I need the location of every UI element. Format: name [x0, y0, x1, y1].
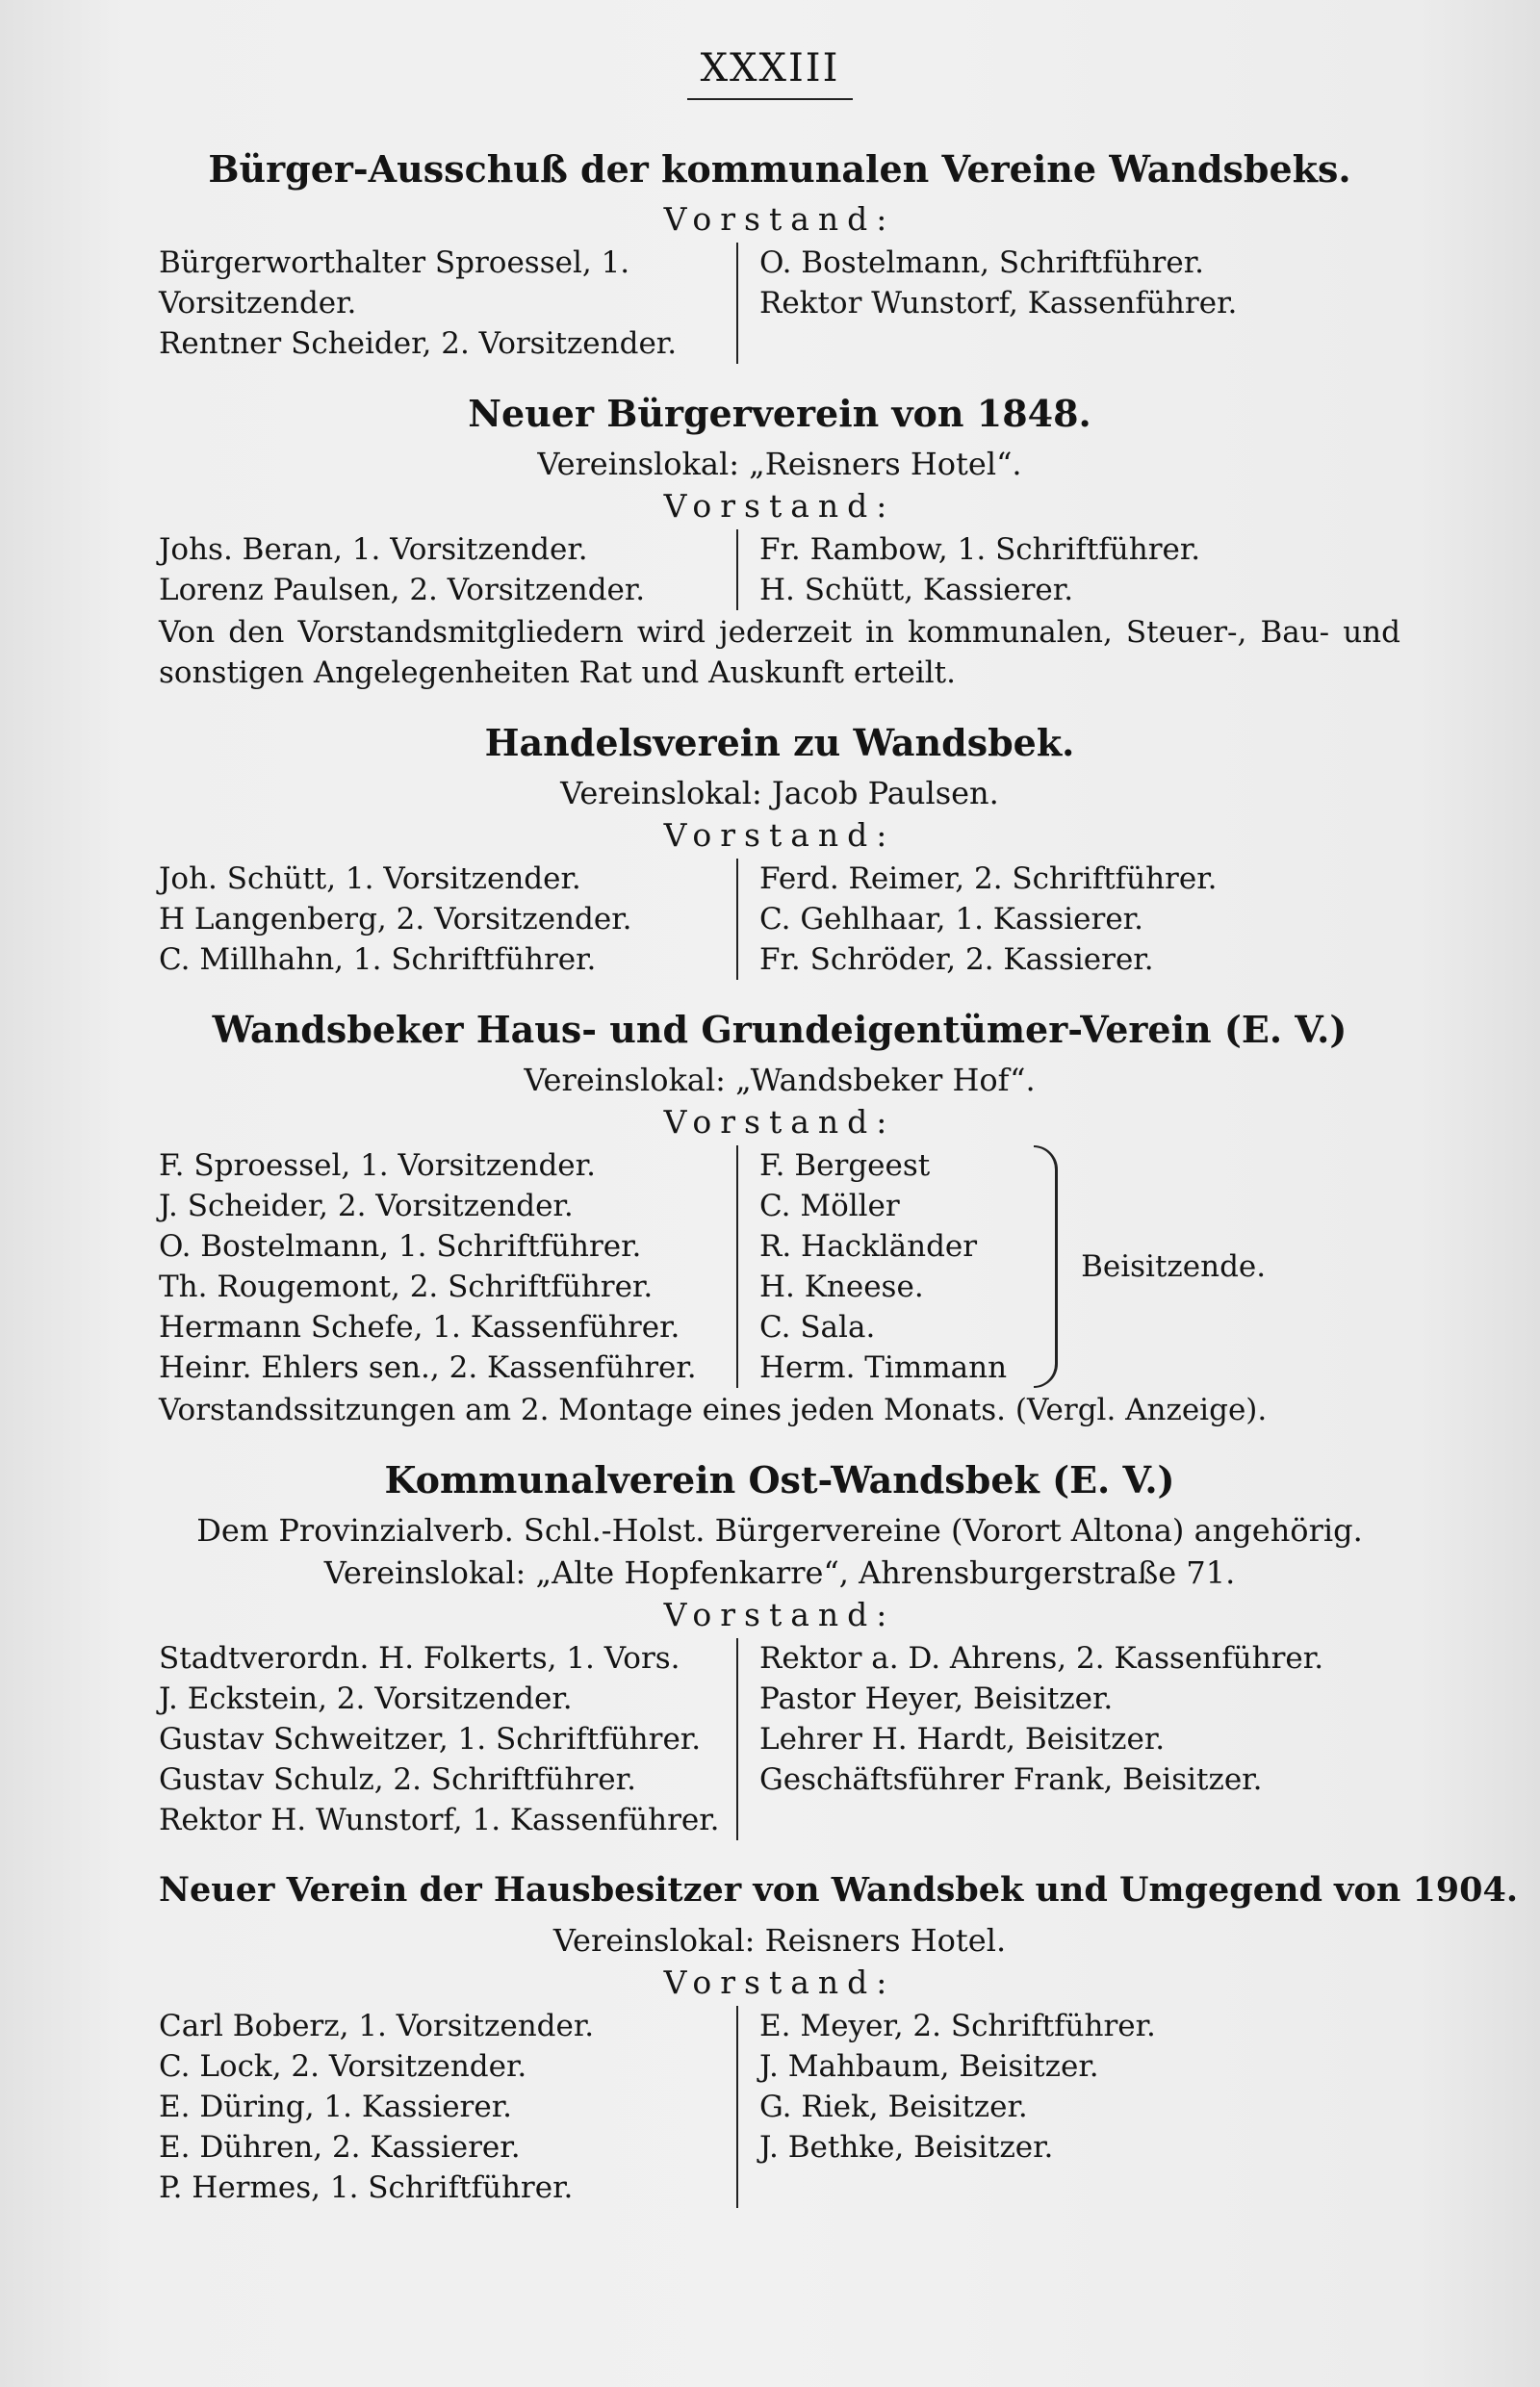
member-entry: J. Bethke, Beisitzer. [759, 2130, 1054, 2165]
member-column-right [736, 529, 1200, 610]
section-title: Handelsverein zu Wandsbek. [484, 721, 1075, 764]
member-entry: J. Scheider, 2. Vorsitzender. [159, 1189, 574, 1223]
section-neuer-buergerverein [159, 389, 1400, 693]
vereinslokal-line: Vereinslokal: Reisners Hotel. [552, 1922, 1007, 1959]
member-entry: Johs. Beran, 1. Vorsitzender. [159, 532, 588, 567]
section-handelsverein [159, 718, 1400, 980]
page-header [0, 46, 1540, 100]
section-note: Von den Vorstandsmitgliedern wird jederzeit in kommunalen, Steuer-, Bau- und sonstigen Angelegenheiten Rat und Auskunft erteilt. [159, 615, 1400, 690]
member-entry: F. Bergeest [759, 1148, 931, 1183]
member-entry: R. Hackländer [759, 1229, 978, 1264]
member-entry: Th. Rougemont, 2. Schriftführer. [159, 1270, 654, 1304]
member-entry: C. Sala. [759, 1310, 876, 1345]
section-kommunalverein-ost [159, 1455, 1400, 1840]
member-entry: Stadtverordn. H. Folkerts, 1. Vors. [159, 1641, 680, 1676]
member-entry: O. Bostelmann, Schriftführer. [759, 245, 1204, 280]
member-entry: C. Möller [759, 1189, 900, 1223]
section-buerger-ausschuss [159, 144, 1400, 364]
member-entry: E. Dühren, 2. Kassierer. [159, 2130, 521, 2165]
member-columns [159, 243, 1400, 364]
member-entry: C. Gehlhaar, 1. Kassierer. [759, 902, 1143, 937]
vereinslokal-line: Vereinslokal: Jacob Paulsen. [560, 775, 999, 811]
vorstand-heading: Vorstand: [663, 487, 896, 525]
member-columns [159, 529, 1400, 610]
member-entry: Carl Boberz, 1. Vorsitzender. [159, 2009, 595, 2043]
vereinslokal-line: Vereinslokal: „Wandsbeker Hof“. [524, 1062, 1036, 1098]
member-entry: Rektor a. D. Ahrens, 2. Kassenführer. [759, 1641, 1324, 1676]
member-columns [159, 859, 1400, 980]
member-column-left [159, 1638, 736, 1840]
member-entry: Rektor Wunstorf, Kassenführer. [759, 286, 1238, 321]
member-column-right [736, 1145, 1266, 1388]
member-entry: Gustav Schweitzer, 1. Schriftführer. [159, 1722, 702, 1757]
member-column-right [736, 2006, 1156, 2208]
beisitzende-list [759, 1145, 1007, 1388]
vereinslokal-line: Vereinslokal: „Reisners Hotel“. [537, 446, 1022, 482]
member-entry: Lehrer H. Hardt, Beisitzer. [759, 1722, 1166, 1757]
vereinslokal-line: Vereinslokal: „Alte Hopfenkarre“, Ahrensburgerstraße 71. [323, 1554, 1236, 1591]
vorstand-heading: Vorstand: [663, 200, 896, 238]
section-title: Wandsbeker Haus- und Grundeigentümer-Verein (E. V.) [212, 1008, 1348, 1051]
member-column-left [159, 529, 736, 610]
member-columns [159, 1145, 1400, 1388]
member-column-right [736, 1638, 1323, 1840]
member-entry: J. Mahbaum, Beisitzer. [759, 2049, 1099, 2084]
member-entry: Rentner Scheider, 2. Vorsitzender. [159, 326, 678, 361]
member-entry: Joh. Schütt, 1. Vorsitzender. [159, 861, 581, 896]
section-title: Bürger-Ausschuß der kommunalen Vereine Wandsbeks. [208, 147, 1351, 191]
page-content [159, 144, 1519, 2233]
member-entry: H. Kneese. [759, 1270, 924, 1304]
member-entry: F. Sproessel, 1. Vorsitzender. [159, 1148, 596, 1183]
member-entry: C. Millhahn, 1. Schriftführer. [159, 942, 597, 977]
vorstand-heading: Vorstand: [663, 1596, 896, 1633]
member-entry: Hermann Schefe, 1. Kassenführer. [159, 1310, 680, 1345]
vorstand-heading: Vorstand: [663, 816, 896, 854]
member-entry: Lorenz Paulsen, 2. Vorsitzender. [159, 573, 646, 607]
section-title: Neuer Bürgerverein von 1848. [468, 392, 1091, 435]
member-entry: P. Hermes, 1. Schriftführer. [159, 2170, 574, 2205]
page-number: XXXIII [687, 46, 854, 100]
member-entry: Ferd. Reimer, 2. Schriftführer. [759, 861, 1218, 896]
section-title: Kommunalverein Ost-Wandsbek (E. V.) [384, 1458, 1175, 1502]
member-column-left [159, 1145, 736, 1388]
member-column-left [159, 2006, 736, 2208]
section-note: Vorstandssitzungen am 2. Montage eines jeden Monats. (Vergl. Anzeige). [159, 1393, 1268, 1427]
member-entry: J. Eckstein, 2. Vorsitzender. [159, 1681, 573, 1716]
member-entry: E. Meyer, 2. Schriftführer. [759, 2009, 1156, 2043]
section-hausbesitzer-verein [159, 1865, 1519, 2208]
member-entry: E. Düring, 1. Kassierer. [159, 2090, 512, 2124]
member-column-left [159, 243, 736, 364]
member-entry: G. Riek, Beisitzer. [759, 2090, 1028, 2124]
curly-brace [1034, 1145, 1058, 1388]
affiliation-line: Dem Provinzialverb. Schl.-Holst. Bürgervereine (Vorort Altona) angehörig. [196, 1512, 1363, 1549]
vorstand-heading: Vorstand: [663, 1964, 896, 2001]
member-entry: Herm. Timmann [759, 1350, 1008, 1385]
vorstand-heading: Vorstand: [663, 1103, 896, 1141]
member-entry: Fr. Rambow, 1. Schriftführer. [759, 532, 1201, 567]
member-entry: O. Bostelmann, 1. Schriftführer. [159, 1229, 642, 1264]
member-entry: Rektor H. Wunstorf, 1. Kassenführer. [159, 1803, 720, 1837]
member-entry: C. Lock, 2. Vorsitzender. [159, 2049, 527, 2084]
member-columns [159, 1638, 1400, 1840]
member-entry: Bürgerworthalter Sproessel, 1. Vorsitzender. [159, 245, 630, 321]
member-columns [159, 2006, 1400, 2208]
section-grundeigentuemer-verein [159, 1005, 1400, 1430]
member-entry: Geschäftsführer Frank, Beisitzer. [759, 1762, 1263, 1797]
beisitzende-label: Beisitzende. [1081, 1249, 1267, 1284]
member-entry: Gustav Schulz, 2. Schriftführer. [159, 1762, 636, 1797]
member-entry: H. Schütt, Kassierer. [759, 573, 1074, 607]
member-column-right [736, 859, 1218, 980]
member-entry: Fr. Schröder, 2. Kassierer. [759, 942, 1154, 977]
member-entry: Pastor Heyer, Beisitzer. [759, 1681, 1114, 1716]
section-title: Neuer Verein der Hausbesitzer von Wandsbek und Umgegend von 1904. [159, 1870, 1519, 1910]
member-entry: H Langenberg, 2. Vorsitzender. [159, 902, 632, 937]
member-column-right [736, 243, 1237, 364]
member-column-left [159, 859, 736, 980]
member-entry: Heinr. Ehlers sen., 2. Kassenführer. [159, 1350, 697, 1385]
